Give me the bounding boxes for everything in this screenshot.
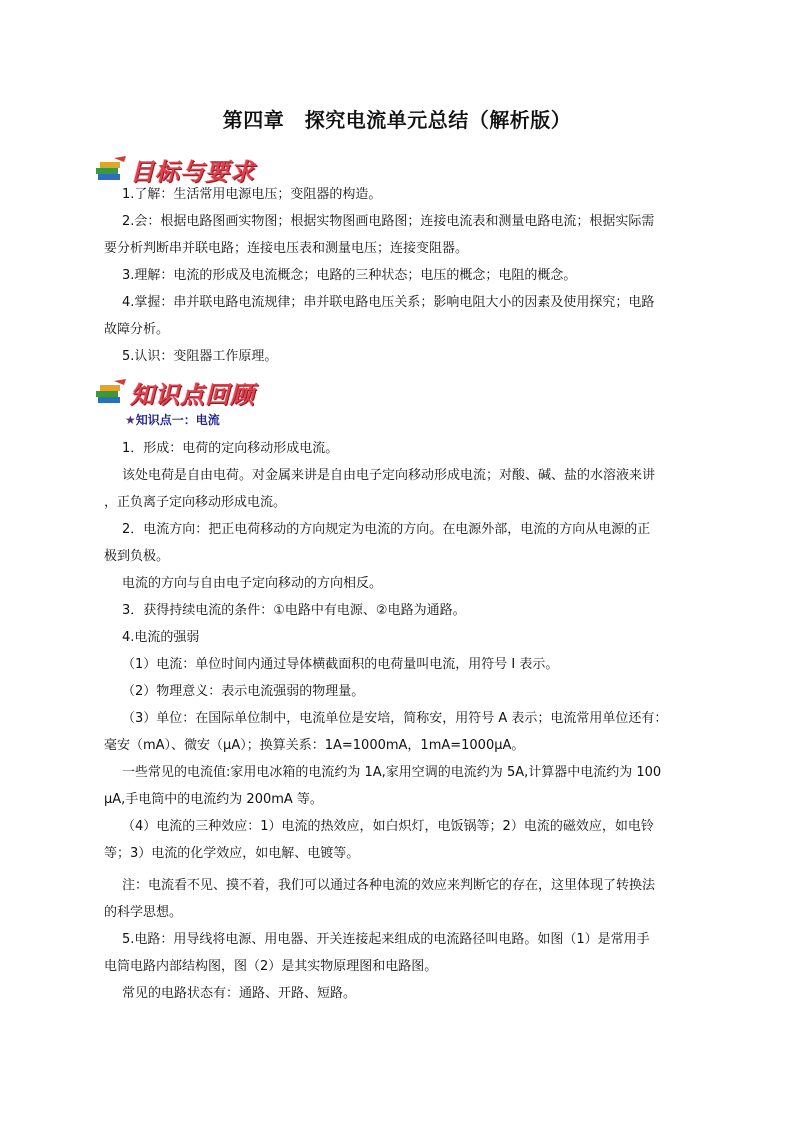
body-line: 注：电流看不见、摸不着，我们可以通过各种电流的效应来判断它的存在，这里体现了转换法 — [122, 878, 656, 893]
body-line: 2．电流方向：把正电荷移动的方向规定为电流的方向。在电源外部，电流的方向从电源的正 — [122, 522, 651, 537]
body-line: 常见的电路状态有：通路、开路、短路。 — [122, 986, 357, 1001]
books-icon — [94, 154, 128, 184]
body-line: μA,手电筒中的电流约为 200mA 等。 — [104, 792, 323, 807]
body-line: （4）电流的三种效应：1）电流的热效应，如白炽灯，电饭锅等；2）电流的磁效应，如电铃 — [122, 819, 654, 834]
body-line: （2）物理意义：表示电流强弱的物理量。 — [122, 684, 365, 699]
goal-line: 故障分析。 — [104, 322, 170, 337]
goal-line: 4.掌握：串并联电路电流规律；串并联电路电压关系；影响电阻大小的因素及使用探究；电路 — [122, 295, 655, 310]
body-line: 一些常见的电流值:家用电冰箱的电流约为 1A,家用空调的电流约为 5A,计算器中电流约为 100 — [122, 765, 662, 780]
body-line: 电流的方向与自由电子定向移动的方向相反。 — [122, 576, 383, 591]
body-line: 3．获得持续电流的条件：①电路中有电源、②电路为通路。 — [122, 603, 466, 618]
books-icon — [94, 377, 128, 407]
body-line: 等；3）电流的化学效应，如电解、电镀等。 — [104, 846, 360, 861]
page-title: 第四章 探究电流单元总结（解析版） — [222, 108, 572, 132]
subsection-label — [125, 411, 220, 428]
body-line: 毫安（mA）、微安（μA）；换算关系：1A=1000mA，1mA=1000μA。 — [104, 738, 525, 753]
goal-line: 3.理解：电流的形成及电流概念；电路的三种状态；电压的概念；电阻的概念。 — [122, 268, 577, 283]
body-line: （3）单位：在国际单位制中，电流单位是安培，简称安，用符号 A 表示；电流常用单位还有： — [122, 711, 668, 726]
body-line: （1）电流：单位时间内通过导体横截面积的电荷量叫电流，用符号 I 表示。 — [122, 657, 559, 672]
body-line: 极到负极。 — [104, 549, 170, 564]
section-heading-text: 目标与要求 — [130, 157, 255, 186]
subsection-label-text: 知识点一：电流 — [135, 413, 220, 427]
goal-line: 1.了解：生活常用电源电压；变阻器的构造。 — [122, 187, 382, 202]
section-heading-review — [94, 375, 255, 409]
body-line: 电筒电路内部结构图，图（2）是其实物原理图和电路图。 — [104, 959, 438, 974]
section-heading-goals — [94, 152, 255, 186]
goal-line: 5.认识：变阻器工作原理。 — [122, 349, 278, 364]
goal-line: 要分析判断串并联电路；连接电压表和测量电压；连接变阻器。 — [104, 241, 469, 256]
star-icon: ★ — [125, 413, 136, 427]
body-line: 1．形成：电荷的定向移动形成电流。 — [122, 441, 339, 456]
goal-line: 2.会：根据电路图画实物图；根据实物图画电路图；连接电流表和测量电路电流；根据实际需 — [122, 214, 655, 229]
section-heading-text: 知识点回顾 — [130, 380, 255, 409]
body-line: 该处电荷是自由电荷。对金属来讲是自由电子定向移动形成电流；对酸、碱、盐的水溶液来讲 — [122, 468, 656, 483]
body-line: 的科学思想。 — [104, 905, 183, 920]
body-line: ，正负离子定向移动形成电流。 — [104, 495, 287, 510]
body-line: 5.电路：用导线将电源、用电器、开关连接起来组成的电流路径叫电路。如图（1）是常用手 — [122, 932, 650, 947]
body-line: 4.电流的强弱 — [122, 630, 200, 645]
